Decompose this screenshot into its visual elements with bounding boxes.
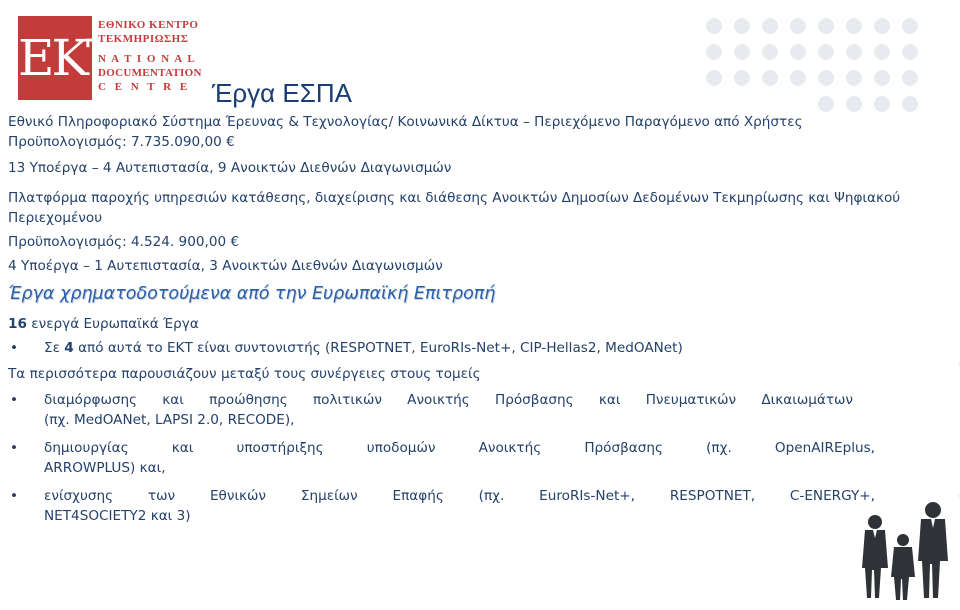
project1-subprojects: 13 Υποέργα – 4 Αυτεπιστασία, 9 Ανοικτών Διεθνών Διαγωνισμών [8,160,452,176]
decorative-dot [874,70,890,86]
decorative-dot [734,70,750,86]
project1-budget: Προϋπολογισμός: 7.735.090,00 € [8,134,235,150]
synergy-2 [44,438,913,478]
synergy-3-line-2: NET4SOCIETY2 και 3) [44,508,191,524]
decorative-dot [874,96,890,112]
decorative-dot [706,18,722,34]
decorative-dot [902,96,918,112]
ekt-logo-text [98,18,218,94]
decorative-dot [846,70,862,86]
decorative-dot [846,18,862,34]
decorative-dot [902,70,918,86]
logo-line-5: C E N T R E [98,81,191,93]
coord-num: 4 [64,340,74,356]
decorative-dot [706,44,722,60]
synergy-1-line-2: (πχ. MedOANet, LAPSI 2.0, RECODE), [44,412,295,428]
synergy-2-line-2: ARROWPLUS) και, [44,460,166,476]
decorative-dot [706,70,722,86]
bullet: • [10,440,19,456]
decorative-dot [902,44,918,60]
bullet: • [10,340,19,356]
decorative-dot [790,70,806,86]
decorative-dot [762,44,778,60]
project2-budget: Προϋπολογισμός: 4.524. 900,00 € [8,234,240,250]
project1-name: Εθνικό Πληροφοριακό Σύστημα Έρευνας & Τεχνολογίας/ Κοινωνικά Δίκτυα – Περιεχόμενο Παραγόμενο από Χρήστες [8,114,803,130]
eu-synergies-intro: Τα περισσότερα παρουσιάζουν μεταξύ τους συνέργειες στους τομείς [8,366,481,382]
slide-content [8,112,913,530]
list-item [8,438,913,478]
logo-line-4: DOCUMENTATION [98,67,202,79]
eu-heading: Έργα χρηματοδοτούμενα από την Ευρωπαϊκή Επιτροπή [8,284,496,304]
decorative-dot [762,70,778,86]
logo-line-1: ΕΘΝΙΚΟ ΚΕΝΤΡΟ [98,19,199,31]
bullet: • [10,488,19,504]
decorative-dot [874,44,890,60]
decorative-dot [734,18,750,34]
project2-name: Πλατφόρμα παροχής υπηρεσιών κατάθεσης, διαχείρισης και διάθεσης Ανοικτών Δημοσίων Δεδομένων Τεκμηρίωσης και Ψηφιακού Περιεχομένου [8,190,901,226]
synergy-2-line-1: δημιουργίας και υποστήριξης υποδομών Ανοικτής Πρόσβασης (πχ. OpenAIREplus, [44,440,875,456]
decorative-dot [818,96,834,112]
synergy-3 [44,486,913,526]
synergy-1 [44,390,913,430]
decorative-dot [790,44,806,60]
decorative-dot [734,44,750,60]
project2-subprojects: 4 Υποέργα – 1 Αυτεπιστασία, 3 Ανοικτών Διεθνών Διαγωνισμών [8,258,443,274]
list-item [8,486,913,526]
eu-count: 16 [8,316,27,332]
logo-line-3: N A T I O N A L [98,53,197,65]
coord-pre: Σε [44,340,60,356]
decorative-dot [818,44,834,60]
slide-title: Έργα ΕΣΠΑ [212,78,352,108]
eu-coordinator-text [44,338,913,358]
decorative-dot [762,18,778,34]
list-item [8,390,913,430]
eu-active-projects [8,314,913,334]
coord-text: από αυτά το ΕΚΤ είναι συντονιστής (RESPOTNET, EuroRIs-Net+, CIP-Hellas2, MedOANet) [78,340,683,356]
decorative-dot [818,18,834,34]
decorative-dot [874,18,890,34]
synergy-3-line-1: ενίσχυσης των Εθνικών Σημείων Επαφής (πχ. EuroRIs-Net+, RESPOTNET, C-ENERGY+, [44,488,875,504]
list-item [8,338,913,358]
decorative-dot [846,96,862,112]
decorative-dot [818,70,834,86]
bullet: • [10,392,19,408]
ekt-logo-mark: ΕΚΤ [18,16,92,100]
eu-count-text: ενεργά Ευρωπαϊκά Έργα [31,316,199,332]
decorative-dot [902,18,918,34]
logo-line-2: ΤΕΚΜΗΡΙΩΣΗΣ [98,33,189,45]
decorative-dot [790,18,806,34]
synergy-1-line-1: διαμόρφωσης και προώθησης πολιτικών Ανοικτής Πρόσβασης και Πνευματικών Δικαιωμάτων [44,392,853,408]
ekt-logo [18,16,202,102]
decorative-dot [846,44,862,60]
